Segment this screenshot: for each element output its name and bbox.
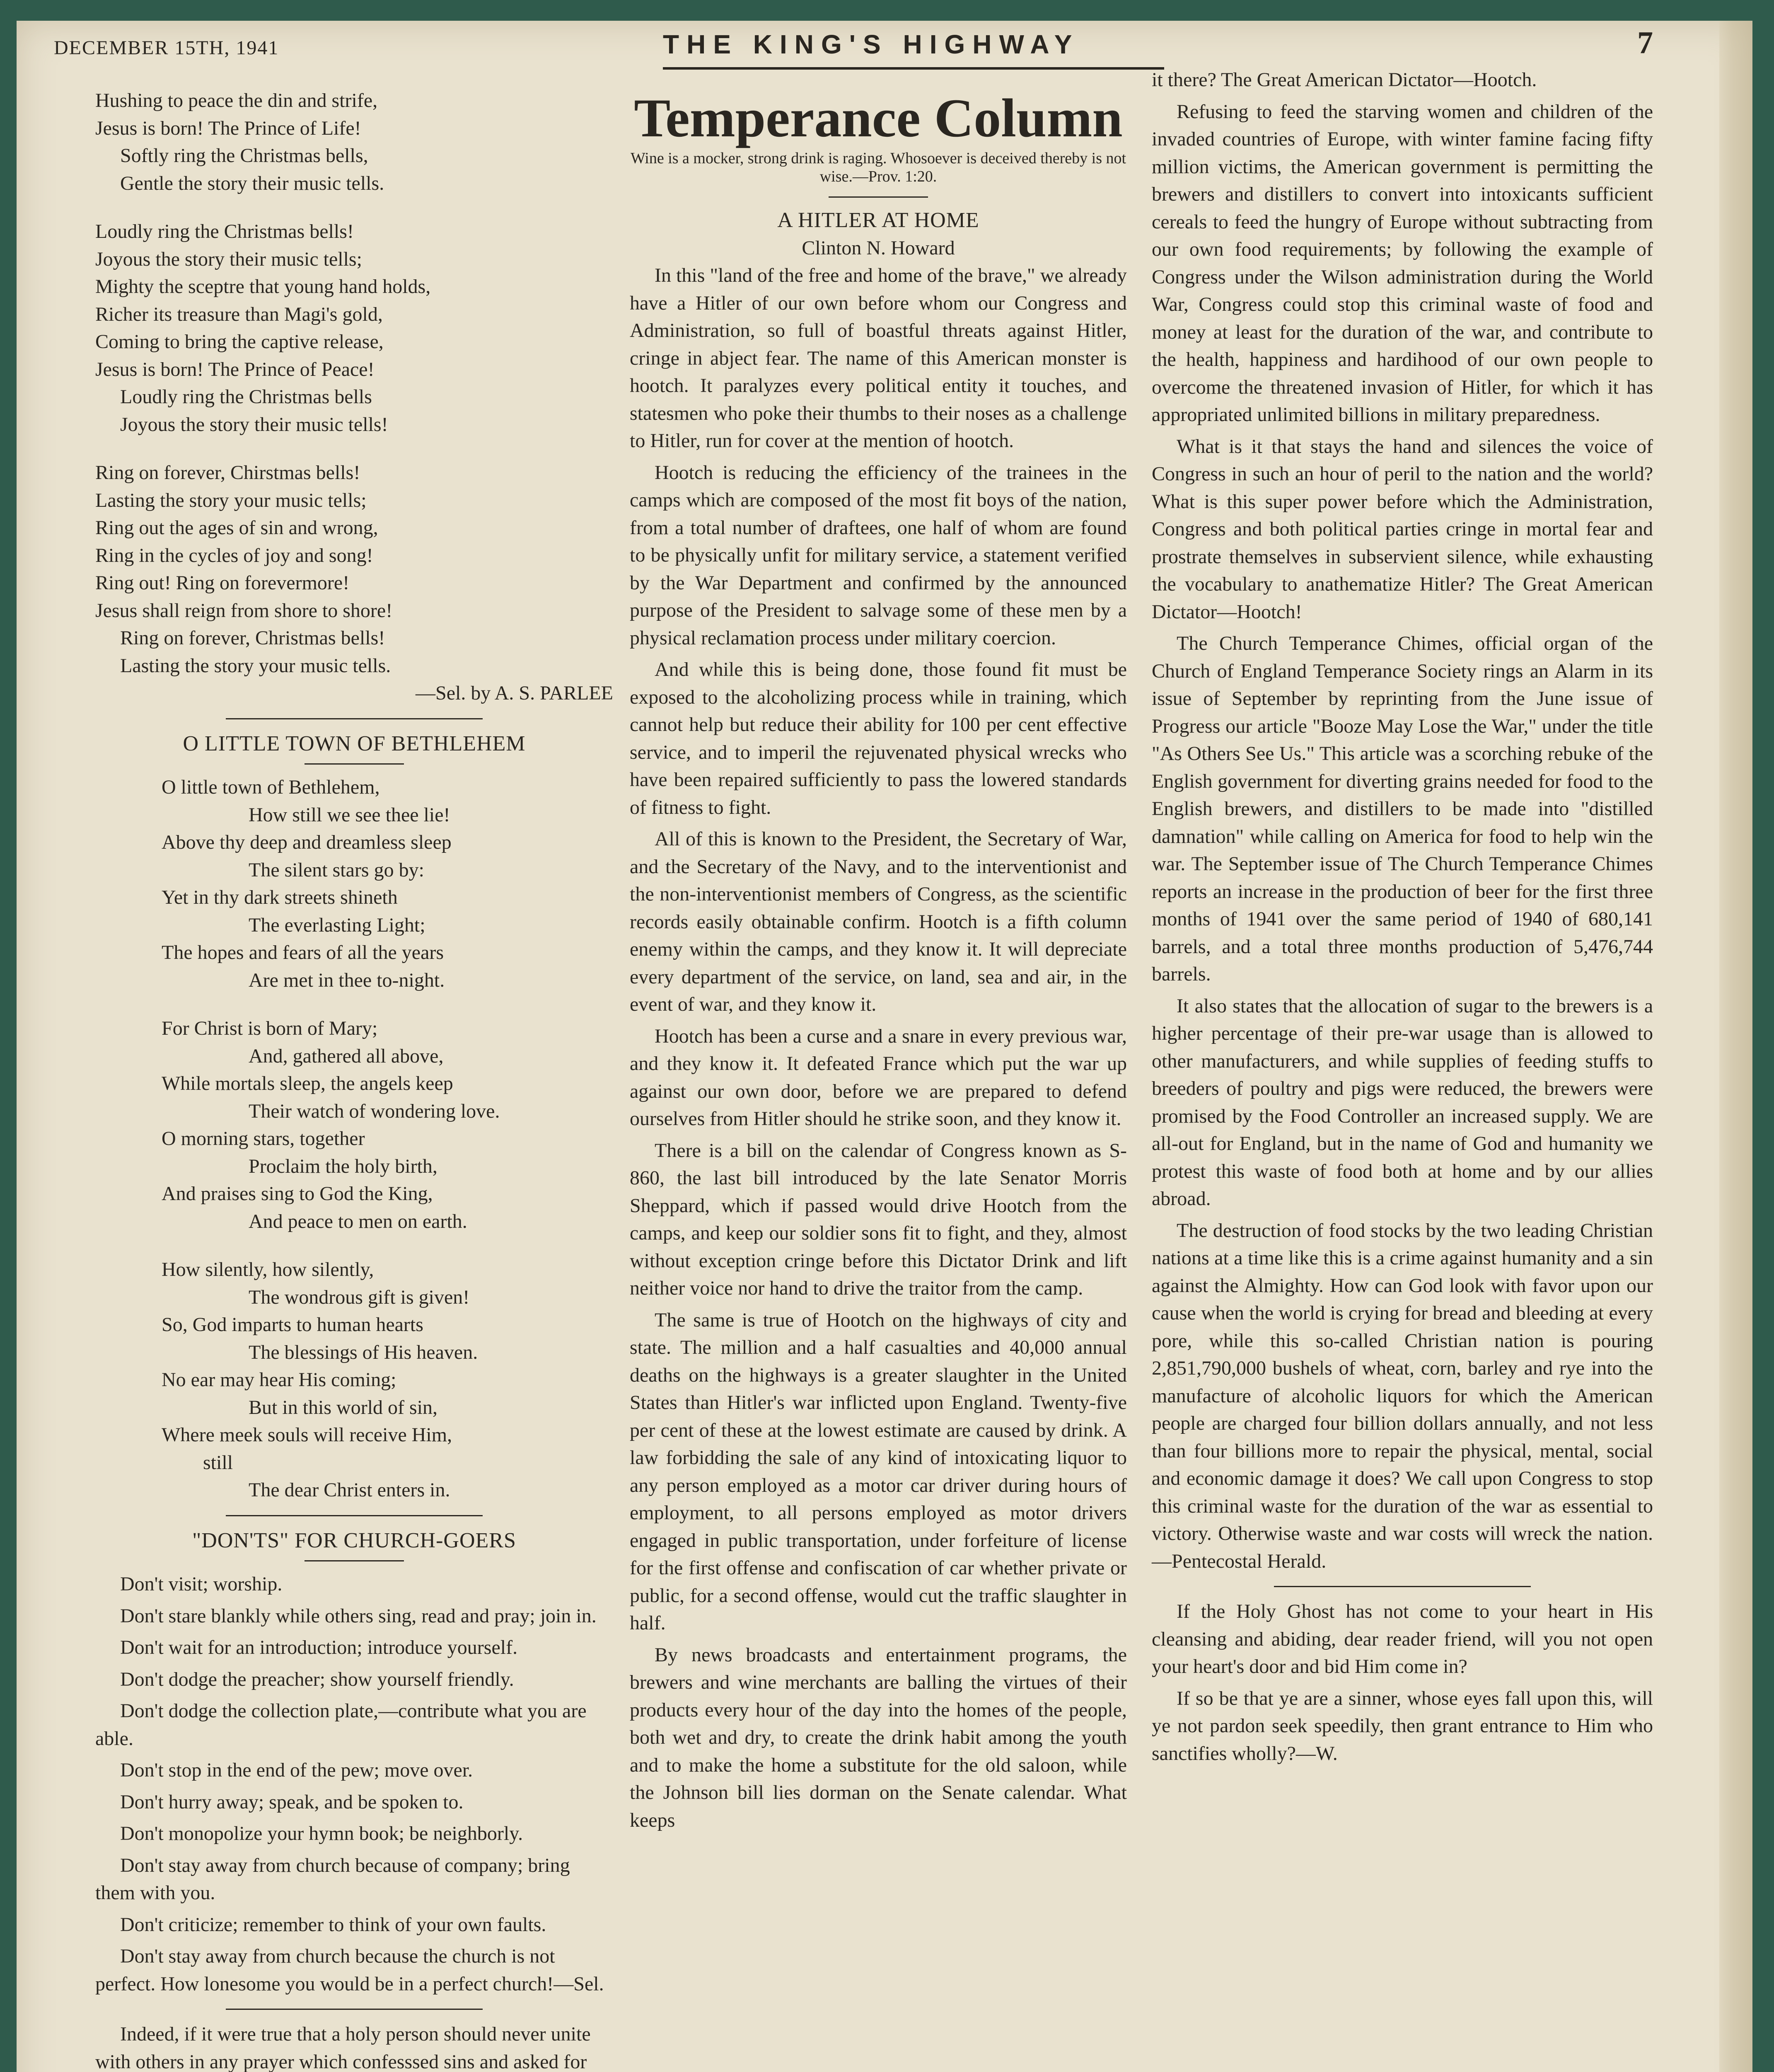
poem-line: Jesus is born! The Prince of Life!: [95, 117, 361, 139]
poem-line: For Christ is born of Mary;: [162, 1017, 378, 1039]
stanza-break: [95, 438, 613, 459]
poem-line: Their watch of wondering love.: [249, 1100, 500, 1122]
poem-line: Joyous the story their music tells;: [95, 248, 362, 270]
paragraph: Don't visit; worship.: [120, 1573, 283, 1595]
poem-line: Lasting the story your music tells;: [95, 489, 367, 511]
paragraph: The Church Temperance Chimes, official organ of the Church of England Temperance Society rings an Alarm in its issue of September by reprinting from the June issue of Progress our article "Booze May Lose the War," under the title "As Others See Us." This article was a scorching rebuke of the English government for diverting grains needed for food to the English brewers, and distillers to be made into "distilled damnation" while calling on America for food to help win the war. The September issue of The Church Temperance Chimes reports an increase in the production of beer for the first three months of 1941 over the same period of 1940 of 680,141 barrels, and a total three months production of 5,476,744 barrels.: [1152, 632, 1653, 985]
issue-date: DECEMBER 15TH, 1941: [54, 37, 279, 59]
poem-line: Gentle the story their music tells.: [120, 172, 384, 194]
section-divider: [1274, 1586, 1531, 1587]
poem-line: Are met in thee to-night.: [249, 969, 445, 991]
poem-line: No ear may hear His coming;: [162, 1369, 396, 1391]
column-3: [1152, 66, 1653, 1772]
title-underline: [305, 763, 404, 765]
poem-line: Loudly ring the Christmas bells!: [95, 220, 354, 242]
article-body: [630, 262, 1127, 1834]
poem-line: And peace to men on earth.: [249, 1210, 467, 1232]
article-continuation: [1152, 66, 1653, 1575]
poem-line: Mighty the sceptre that young hand holds,: [95, 276, 431, 298]
christmas-bells-poem: [95, 87, 613, 680]
paragraph: Hootch has been a curse and a snare in every previous war, and they know it. It defeated France which put the war up against our own door, before we are prepared to defend ourselves from Hitler should he strike soon, and they know it.: [630, 1025, 1127, 1130]
page-number: 7: [1637, 25, 1653, 60]
paragraph: Don't stare blankly while others sing, read and pray; join in.: [120, 1605, 597, 1627]
poem-attribution: —Sel. by A. S. PARLEE: [416, 682, 613, 704]
temperance-column-title: Temperance Column: [634, 87, 1123, 148]
poem-line: Jesus is born! The Prince of Peace!: [95, 358, 375, 380]
paragraph: Don't hurry away; speak, and be spoken to.: [120, 1791, 464, 1813]
donts-title: "DON'TS" FOR CHURCH-GOERS: [192, 1528, 516, 1552]
poem-line: But in this world of sin,: [249, 1396, 438, 1418]
paragraph: And while this is being done, those found fit must be exposed to the alcoholizing process while in training, which cannot help but reduce their ability for 100 per cent effective service, and to imperil the rejuvenated physical wrecks who have been repaired sufficiently to pass the lowered standards of fitness to fight.: [630, 658, 1127, 818]
paragraph: Don't stay away from church because of company; bring them with you.: [95, 1854, 570, 1904]
poem-line: still: [203, 1451, 233, 1474]
indeed-paragraph: Indeed, if it were true that a holy person should never unite with others in any prayer which confesssed sins and asked for: [95, 2023, 591, 2072]
poem-line: Ring out the ages of sin and wrong,: [95, 517, 378, 539]
page-binding-edge: [1719, 21, 1752, 2072]
poem-line: Above thy deep and dreamless sleep: [162, 831, 452, 853]
paragraph: Refusing to feed the starving women and children of the invaded countries of Europe, with winter famine facing fifty million victims, the American government is permitting the brewers and distillers to convert into intoxicants sufficient cereals to feed the hungry of Europe without subtracting from our own food requirements; by following the example of Congress under the Wilson administration during the World War, Congress could stop this criminal waste of food and money at least for the duration of the war, and contribute to the health, happiness and hardihood of our own people to overcome the threatened invasion of Hitler, for which it has appropriated unlimited billions in military preparedness.: [1152, 100, 1653, 426]
poem-line: And praises sing to God the King,: [162, 1183, 433, 1205]
poem-line: Where meek souls will receive Him,: [162, 1424, 452, 1446]
poem-line: While mortals sleep, the angels keep: [162, 1072, 453, 1094]
poem-line: Ring on forever, Chirstmas bells!: [95, 462, 360, 484]
poem-line: O morning stars, together: [162, 1128, 365, 1150]
masthead-rule: [663, 67, 1164, 70]
poem-line: Ring on forever, Christmas bells!: [120, 627, 385, 649]
paragraph: If the Holy Ghost has not come to your heart in His cleansing and abiding, dear reader friend, will you not open your heart's door and bid Him come in?: [1152, 1600, 1653, 1677]
poem-line: The silent stars go by:: [249, 859, 424, 881]
paragraph: Don't monopolize your hymn book; be neighborly.: [120, 1823, 523, 1844]
poem-line: How silently, how silently,: [162, 1259, 374, 1280]
paragraph: The destruction of food stocks by the two leading Christian nations at a time like this is a crime against humanity and a sin against the Almighty. How can God look with favor upon our cause when the world is crying for bread and bleeding at every pore, while this so-called Christian nation is pouring 2,851,790,000 bushels of wheat, corn, barley and rye into the manufacture of alcoholic liquors for which the American people are charged four billion dollars annually, and not less than four billions more to repair the physical, mental, social and economic damage it does? We call upon Congress to stop this criminal waste for the duration of the war as essential to victory. Otherwise waste and war costs will wreck the nation.—Pentecostal Herald.: [1152, 1219, 1653, 1572]
paragraph: Hootch is reducing the efficiency of the trainees in the camps which are composed of the most fit boys of the nation, from a total number of draftees, one half of whom are found to be physically unfit for military service, a statement verified by the War Department and confirmed by the announced purpose of the President to salvage some of these men by a physical reclamation process under military coercion.: [630, 461, 1127, 649]
paragraph: It also states that the allocation of sugar to the brewers is a higher percentage of their pre-war usage than is allowed to other manufacturers, and while supplies of feeding stuffs to breeders of poultry and pigs were reduced, the brewers were promised by the Food Controller an increased supply. We are all-out for England, but in the name of God and humanity we protest this waste of food both at home and by our allies abroad.: [1152, 995, 1653, 1210]
paragraph: Don't criticize; remember to think of your own faults.: [120, 1913, 546, 1936]
masthead-title: THE KING'S HIGHWAY: [663, 29, 1080, 59]
poem-line: Coming to bring the captive release,: [95, 331, 384, 353]
section-divider: [226, 2009, 483, 2010]
epigraph: Wine is a mocker, strong drink is raging. Whosoever is deceived thereby is not wise.—Prov. 1:20.: [630, 150, 1126, 185]
paragraph: By news broadcasts and entertainment programs, the brewers and wine merchants are balling the virtues of their products every hour of the day into the homes of the people, both wet and dry, to create the drink habit among the youth and to make the home a substitute for the old saloon, while the Johnson bill lies dorman on the Senate calendar. What keeps: [630, 1644, 1127, 1831]
poem-line: The everlasting Light;: [249, 914, 425, 936]
poem-line: The blessings of His heaven.: [249, 1341, 478, 1363]
donts-list: [95, 1571, 613, 1998]
title-underline: [829, 196, 928, 198]
paragraph: The same is true of Hootch on the highways of city and state. The million and a half casualties and 40,000 annual deaths on the highways is a greater slaughter in the United States than Hitler's war inflicted upon England. Twenty-five per cent of these at the lowest estimate are caused by drink. A law forbidding the sale of any kind of intoxicating liquor to any person employed as a motor car driver during hours of employment, to all persons employed as motor drivers engaged in public transportation, under forfeiture of license for the first offense and confiscation of car whether private or public, for a second offense, would cut the traffic slaughter in half.: [630, 1309, 1127, 1634]
article-author: Clinton N. Howard: [802, 237, 955, 259]
poem-line: Jesus shall reign from shore to shore!: [95, 599, 393, 622]
title-underline: [305, 1560, 404, 1561]
paragraph: All of this is known to the President, the Secretary of War, and the Secretary of the Navy, and to the interventionist and the non-interventionist members of Congress, as the scientific records easily obtainable confirm. Hootch is a fifth column enemy within the camps, and they know it. It will depreciate every department of the service, on land, sea and air, in the event of war, and they know it.: [630, 828, 1127, 1015]
closing-appeal: [1152, 1598, 1653, 1767]
column-2: [630, 87, 1127, 1838]
paragraph: In this "land of the free and home of the brave," we already have a Hitler of our own before whom our Congress and Administration, so full of boastful threats against Hitler, cringe in abject fear. The name of this American monster is hootch. It paralyzes every political entity it touches, and statesmen who poke their thumbs to their noses as a challenge to Hitler, run for cover at the mention of hootch.: [630, 264, 1127, 452]
column-1: [95, 87, 613, 2072]
poem-line: Richer its treasure than Magi's gold,: [95, 303, 383, 325]
poem-line: So, God imparts to human hearts: [162, 1314, 423, 1336]
paragraph: Don't stop in the end of the pew; move over.: [120, 1759, 473, 1781]
stanza-break: [162, 1235, 613, 1256]
poem-line: Proclaim the holy birth,: [249, 1155, 437, 1177]
paragraph: What is it that stays the hand and silences the voice of Congress in such an hour of peril to the nation and the world? What is this super power before which the Administration, Congress and both political parties cringe in mortal fear and prostrate themselves in subservient silence, while exhausting the vocabulary to anathematize Hitler? The Great American Dictator—Hootch!: [1152, 435, 1653, 623]
poem-line: How still we see thee lie!: [249, 804, 450, 826]
stanza-break: [162, 994, 613, 1015]
stanza-break: [95, 197, 613, 218]
paragraph: Don't wait for an introduction; introduce yourself.: [120, 1636, 518, 1658]
poem-line: Ring in the cycles of joy and song!: [95, 544, 373, 566]
poem-line: Yet in thy dark streets shineth: [162, 886, 398, 908]
paragraph: If so be that ye are a sinner, whose eyes fall upon this, will ye not pardon seek speedily, then grant entrance to Him who sanctifies wholly?—W.: [1152, 1687, 1653, 1765]
poem-line: Loudly ring the Christmas bells: [120, 386, 372, 408]
poem-line: The hopes and fears of all the years: [162, 942, 444, 963]
section-divider: [226, 1515, 483, 1516]
poem-line: Lasting the story your music tells.: [120, 654, 391, 677]
poem-line: Hushing to peace the din and strife,: [95, 90, 378, 111]
poem-line: O little town of Bethlehem,: [162, 776, 380, 798]
poem-line: The dear Christ enters in.: [249, 1479, 450, 1501]
poem-line: And, gathered all above,: [249, 1045, 444, 1067]
bethlehem-poem-title: O LITTLE TOWN OF BETHLEHEM: [183, 731, 526, 755]
paragraph: Don't dodge the collection plate,—contribute what you are able.: [95, 1700, 587, 1750]
poem-line: Joyous the story their music tells!: [120, 413, 388, 436]
paragraph: Don't stay away from church because the church is not perfect. How lonesome you would be in a perfect church!—Sel.: [95, 1945, 604, 1995]
poem-line: Ring out! Ring on forevermore!: [95, 572, 350, 594]
section-divider: [226, 718, 483, 719]
paragraph: it there? The Great American Dictator—Hootch.: [1152, 69, 1537, 91]
paragraph: Don't dodge the preacher; show yourself friendly.: [120, 1668, 514, 1690]
article-title: A HITLER AT HOME: [777, 208, 979, 232]
paragraph: There is a bill on the calendar of Congress known as S-860, the last bill introduced by the late Senator Morris Sheppard, which if passed would drive Hootch from the camps, and keep our soldier sons fit to fight, and they, almost without exception cringe before this Dictator Drink and lift neither voice nor hand to drive the traitor from the camp.: [630, 1139, 1127, 1299]
poem-line: Softly ring the Christmas bells,: [120, 145, 368, 167]
poem-line: The wondrous gift is given!: [249, 1286, 470, 1308]
bethlehem-poem: [95, 774, 613, 1504]
